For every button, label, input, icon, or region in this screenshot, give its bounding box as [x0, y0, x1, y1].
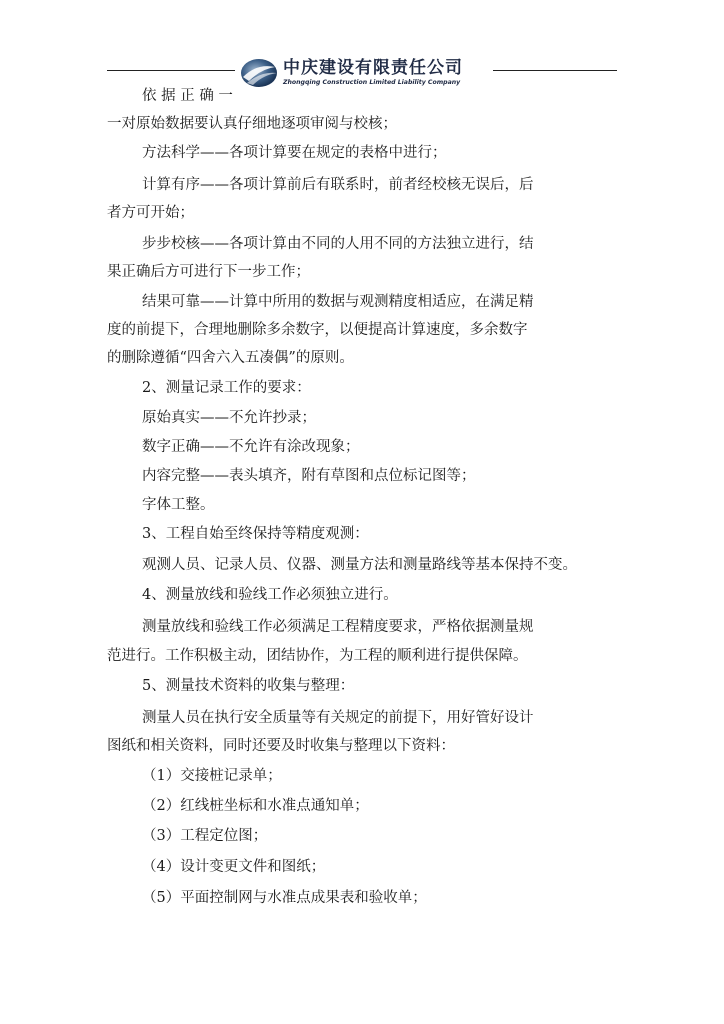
page-header — [107, 56, 617, 90]
text-line: 方法科学——各项计算要在规定的表格中进行； — [142, 145, 447, 161]
list-item: （2）红线桩坐标和水准点通知单； — [142, 798, 369, 814]
text-line: 字体工整。 — [142, 497, 215, 513]
text-line: 度的前提下，合理地删除多余数字，以便提高计算速度，多余数字 — [107, 322, 528, 338]
list-item: （4）设计变更文件和图纸； — [142, 859, 326, 875]
text-line: 一对原始数据要认真仔细地逐项审阅与校核； — [107, 116, 397, 132]
text-line: 测量人员在执行安全质量等有关规定的前提下，用好管好设计 — [142, 710, 534, 726]
text-line: 测量放线和验线工作必须满足工程精度要求，严格依据测量规 — [142, 619, 534, 635]
text-line: 结果可靠——计算中所用的数据与观测精度相适应，在满足精 — [142, 294, 534, 310]
text-line: 步步校核——各项计算由不同的人用不同的方法独立进行，结 — [142, 236, 534, 252]
company-name-cn: 中庆建设有限责任公司 — [283, 57, 463, 78]
company-name — [283, 57, 463, 86]
header-rule-left — [107, 70, 235, 71]
header-rule-right — [493, 70, 617, 71]
company-logo-icon — [239, 57, 279, 89]
list-item: （1）交接桩记录单； — [142, 768, 282, 784]
text-line: 数字正确——不允许有涂改现象； — [142, 439, 360, 455]
text-line: 的删除遵循“四舍六入五凑偶”的原则。 — [107, 350, 354, 366]
section-heading: 2、测量记录工作的要求： — [142, 380, 311, 396]
company-name-en: Zhongqing Construction Limited Liability Company — [283, 78, 461, 86]
section-heading: 4、测量放线和验线工作必须独立进行。 — [142, 587, 398, 603]
text-line: 观测人员、记录人员、仪器、测量方法和测量路线等基本保持不变。 — [142, 557, 577, 573]
text-line: 范进行。工作积极主动，团结协作，为工程的顺利进行提供保障。 — [107, 648, 528, 664]
text-line: 者方可开始； — [107, 205, 194, 221]
text-line: 依 据 正 确 一 — [142, 88, 233, 104]
company-logo — [239, 56, 491, 90]
text-line: 内容完整——表头填齐，附有草图和点位标记图等； — [142, 468, 476, 484]
list-item: （5）平面控制网与水准点成果表和验收单； — [142, 890, 427, 906]
section-heading: 3、工程自始至终保持等精度观测： — [142, 526, 369, 542]
list-item: （3）工程定位图； — [142, 828, 268, 844]
text-line: 计算有序——各项计算前后有联系时，前者经校核无误后，后 — [142, 177, 534, 193]
text-line: 原始真实——不允许抄录； — [142, 410, 316, 426]
section-heading: 5、测量技术资料的收集与整理： — [142, 678, 355, 694]
text-line: 图纸和相关资料，同时还要及时收集与整理以下资料： — [107, 738, 455, 754]
text-line: 果正确后方可进行下一步工作； — [107, 264, 310, 280]
